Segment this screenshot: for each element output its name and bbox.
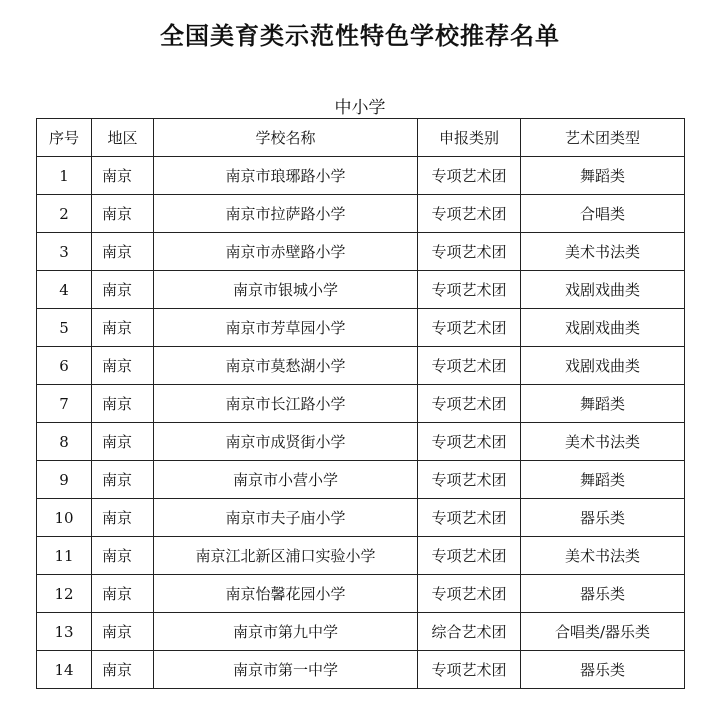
cell-region: 南京 (92, 461, 154, 499)
cell-region: 南京 (92, 347, 154, 385)
cell-region: 南京 (92, 499, 154, 537)
cell-region: 南京 (92, 385, 154, 423)
cell-application-category: 专项艺术团 (418, 233, 521, 271)
cell-troupe-type: 合唱类/器乐类 (521, 613, 685, 651)
cell-index: 3 (37, 233, 92, 271)
cell-index: 8 (37, 423, 92, 461)
table-row (37, 423, 685, 461)
cell-index: 5 (37, 309, 92, 347)
cell-index: 4 (37, 271, 92, 309)
cell-region: 南京 (92, 423, 154, 461)
cell-region: 南京 (92, 575, 154, 613)
table-row (37, 537, 685, 575)
table-row (37, 613, 685, 651)
cell-index: 6 (37, 347, 92, 385)
cell-troupe-type: 舞蹈类 (521, 461, 685, 499)
cell-region: 南京 (92, 157, 154, 195)
cell-school-name: 南京市拉萨路小学 (154, 195, 418, 233)
table-row (37, 233, 685, 271)
schools-table (36, 118, 685, 689)
cell-school-name: 南京市赤壁路小学 (154, 233, 418, 271)
cell-application-category: 专项艺术团 (418, 195, 521, 233)
header-region: 地区 (92, 119, 154, 157)
cell-index: 9 (37, 461, 92, 499)
document-title: 全国美育类示范性特色学校推荐名单 (160, 21, 560, 50)
table-row (37, 347, 685, 385)
cell-application-category: 专项艺术团 (418, 537, 521, 575)
cell-school-name: 南京市芳草园小学 (154, 309, 418, 347)
cell-region: 南京 (92, 613, 154, 651)
table-header-row (37, 119, 685, 157)
cell-index: 13 (37, 613, 92, 651)
cell-index: 2 (37, 195, 92, 233)
cell-troupe-type: 器乐类 (521, 651, 685, 689)
cell-school-name: 南京市莫愁湖小学 (154, 347, 418, 385)
cell-troupe-type: 美术书法类 (521, 537, 685, 575)
header-application-category: 申报类别 (418, 119, 521, 157)
table-row (37, 309, 685, 347)
cell-index: 11 (37, 537, 92, 575)
section-subtitle: 中小学 (334, 98, 386, 118)
cell-school-name: 南京市银城小学 (154, 271, 418, 309)
header-school-name: 学校名称 (154, 119, 418, 157)
table-row (37, 575, 685, 613)
cell-region: 南京 (92, 195, 154, 233)
table-row (37, 157, 685, 195)
cell-troupe-type: 美术书法类 (521, 233, 685, 271)
cell-index: 1 (37, 157, 92, 195)
cell-application-category: 专项艺术团 (418, 309, 521, 347)
cell-school-name: 南京市第九中学 (154, 613, 418, 651)
cell-school-name: 南京市小营小学 (154, 461, 418, 499)
cell-troupe-type: 舞蹈类 (521, 157, 685, 195)
cell-school-name: 南京市夫子庙小学 (154, 499, 418, 537)
cell-school-name: 南京怡馨花园小学 (154, 575, 418, 613)
cell-troupe-type: 器乐类 (521, 575, 685, 613)
cell-application-category: 专项艺术团 (418, 157, 521, 195)
table-row (37, 195, 685, 233)
cell-troupe-type: 舞蹈类 (521, 385, 685, 423)
cell-index: 12 (37, 575, 92, 613)
cell-application-category: 专项艺术团 (418, 651, 521, 689)
cell-troupe-type: 戏剧戏曲类 (521, 347, 685, 385)
cell-index: 7 (37, 385, 92, 423)
cell-region: 南京 (92, 309, 154, 347)
cell-region: 南京 (92, 233, 154, 271)
cell-region: 南京 (92, 651, 154, 689)
cell-troupe-type: 合唱类 (521, 195, 685, 233)
cell-application-category: 专项艺术团 (418, 499, 521, 537)
table-row (37, 461, 685, 499)
cell-troupe-type: 美术书法类 (521, 423, 685, 461)
cell-application-category: 专项艺术团 (418, 575, 521, 613)
cell-region: 南京 (92, 271, 154, 309)
header-index: 序号 (37, 119, 92, 157)
table-row (37, 499, 685, 537)
table-row (37, 271, 685, 309)
table-row (37, 385, 685, 423)
cell-troupe-type: 器乐类 (521, 499, 685, 537)
cell-school-name: 南京市成贤街小学 (154, 423, 418, 461)
cell-troupe-type: 戏剧戏曲类 (521, 271, 685, 309)
cell-application-category: 专项艺术团 (418, 271, 521, 309)
cell-region: 南京 (92, 537, 154, 575)
cell-application-category: 综合艺术团 (418, 613, 521, 651)
header-troupe-type: 艺术团类型 (521, 119, 685, 157)
cell-troupe-type: 戏剧戏曲类 (521, 309, 685, 347)
cell-school-name: 南京江北新区浦口实验小学 (154, 537, 418, 575)
cell-school-name: 南京市琅琊路小学 (154, 157, 418, 195)
table-row (37, 651, 685, 689)
cell-application-category: 专项艺术团 (418, 347, 521, 385)
cell-application-category: 专项艺术团 (418, 461, 521, 499)
cell-school-name: 南京市第一中学 (154, 651, 418, 689)
cell-index: 10 (37, 499, 92, 537)
cell-index: 14 (37, 651, 92, 689)
cell-application-category: 专项艺术团 (418, 423, 521, 461)
cell-school-name: 南京市长江路小学 (154, 385, 418, 423)
cell-application-category: 专项艺术团 (418, 385, 521, 423)
